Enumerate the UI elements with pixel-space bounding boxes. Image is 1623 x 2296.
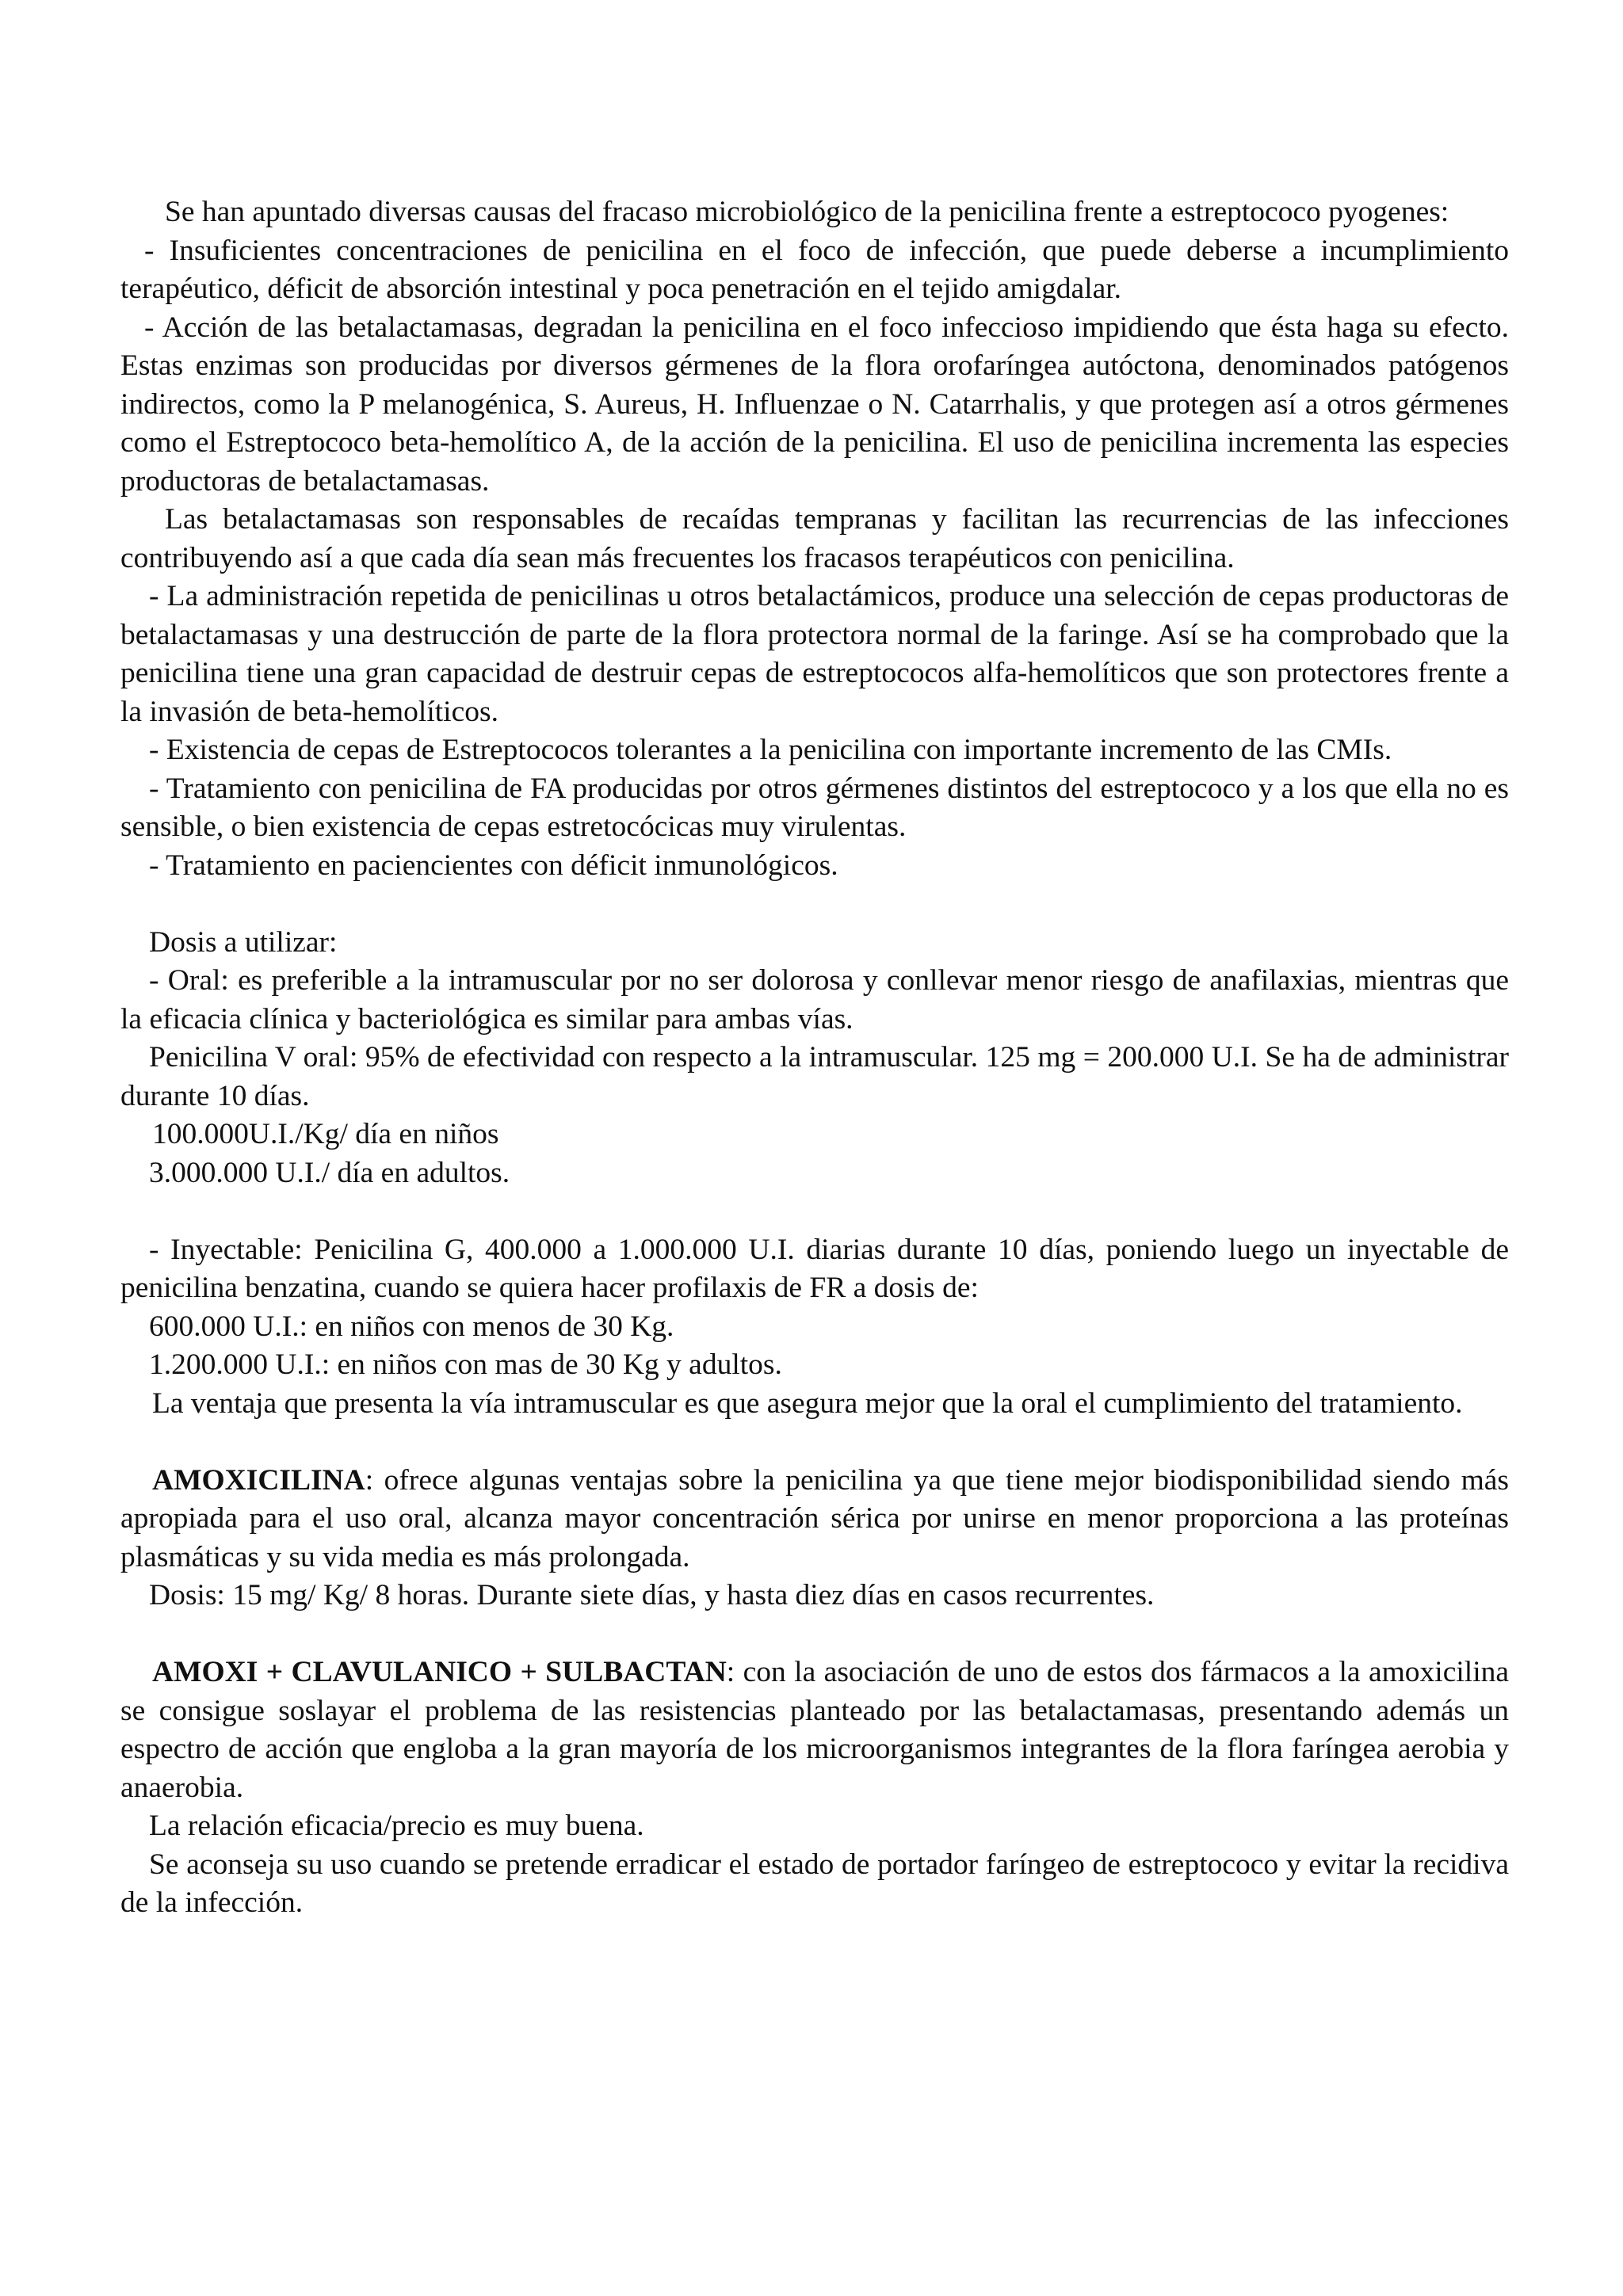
amoxi-clavulanico-text: : con la asociación de uno de estos dos fármacos a la amoxicilina se consigue soslayar el problema de las resistencias planteado por las betalactamasas, presentando además un espectro de acción que engloba a la gran mayoría de los microorganismos integrantes de la flora faríngea aerobia y anaerobia. [120, 1656, 1510, 1804]
paragraph-insufficient-concentrations: - Insuficientes concentraciones de penicilina en el foco de infección, que puede deberse a incumplimiento terapéutico, déficit de absorción intestinal y poca penetración en el tejido amigdalar. [120, 234, 1509, 305]
paragraph-repeated-administration: - La administración repetida de penicilinas u otros betalactámicos, produce una selección de cepas productoras de betalactamasas y una destrucción de parte de la flora protectora normal de la faringe. Así se ha comprobado que la penicilina tiene una gran capacidad de destruir cepas de estreptococos alfa-hemolíticos que son protectores frente a la invasión de beta-hemolíticos. [120, 580, 1509, 728]
paragraph-betalactamases-action: - Acción de las betalactamasas, degradan la penicilina en el foco infeccioso impidiendo que ésta haga su efecto. Estas enzimas son producidas por diversos gérmenes de la flora orofaríngea autóctona, denominados patógenos indirectos, como la P melanogénica, S. Aureus, H. Influenzae o N. Catarrhalis, y que protegen así a otros gérmenes como el Estreptococo beta-hemolítico A, de la acción de la penicilina. El uso de penicilina incrementa las especies productoras de betalactamasas. [120, 311, 1509, 498]
paragraph-other-germs: - Tratamiento con penicilina de FA producidas por otros gérmenes distintos del estreptococo y a los que ella no es sensible, o bien existencia de cepas estretocócicas muy virulentas. [120, 772, 1509, 843]
paragraph-amoxicilina [120, 1462, 1509, 1577]
paragraph-betalactamases-relapses: Las betalactamasas son responsables de recaídas tempranas y facilitan las recurrencias de las infecciones contribuyendo así a que cada día sean más frecuentes los fracasos terapéuticos con penicilina. [120, 503, 1509, 574]
paragraph-spacer [120, 885, 1509, 924]
paragraph-dose-under-30kg: 600.000 U.I.: en niños con menos de 30 Kg. [149, 1310, 674, 1343]
paragraph-amoxi-clavulanico [120, 1653, 1509, 1807]
paragraph-spacer [120, 1423, 1509, 1462]
paragraph-spacer [120, 1615, 1509, 1654]
paragraph-dose-adults: 3.000.000 U.I./ día en adultos. [149, 1156, 510, 1189]
paragraph-tolerant-strains: - Existencia de cepas de Estreptococos tolerantes a la penicilina con importante incremento de las CMIs. [149, 734, 1392, 766]
amoxicilina-text: : ofrece algunas ventajas sobre la penicilina ya que tiene mejor biodisponibilidad siendo más apropiada para el uso oral, alcanza mayor concentración sérica por unirse en menor proporciona a las proteínas plasmáticas y su vida media es más prolongada. [120, 1463, 1509, 1573]
document-page [120, 193, 1509, 1923]
paragraph-oral-route: - Oral: es preferible a la intramuscular por no ser dolorosa y conllevar menor riesgo de anafilaxias, mientras que la eficacia clínica y bacteriológica es similar para ambas vías. [120, 964, 1509, 1035]
amoxi-clavulanico-heading: AMOXI + CLAVULANICO + SULBACTAN [152, 1656, 727, 1688]
paragraph-amoxicilina-dose: Dosis: 15 mg/ Kg/ 8 horas. Durante siete días, y hasta diez días en casos recurrentes. [149, 1579, 1155, 1611]
paragraph-penicillin-v-oral: Penicilina V oral: 95% de efectividad con respecto a la intramuscular. 125 mg = 200.000 U.I. Se ha de administrar durante 10 días. [120, 1041, 1509, 1112]
paragraph-recommendation: Se aconseja su uso cuando se pretende erradicar el estado de portador faríngeo de estreptococo y evitar la recidiva de la infección. [120, 1848, 1509, 1919]
paragraph-spacer [120, 1192, 1509, 1231]
amoxicilina-heading: AMOXICILINA [152, 1463, 365, 1497]
paragraph-injectable-route: - Inyectable: Penicilina G, 400.000 a 1.000.000 U.I. diarias durante 10 días, poniendo luego un inyectable de penicilina benzatina, cuando se quiera hacer profilaxis de FR a dosis de: [120, 1233, 1509, 1304]
paragraph-dosage-heading: Dosis a utilizar: [149, 925, 338, 959]
paragraph-dose-over-30kg: 1.200.000 U.I.: en niños con mas de 30 Kg y adultos. [149, 1348, 782, 1381]
paragraph-immunodeficient-patients: - Tratamiento en paciencientes con déficit inmunológicos. [149, 849, 838, 882]
paragraph-intramuscular-advantage: La ventaja que presenta la vía intramuscular es que asegura mejor que la oral el cumplimiento del tratamiento. [152, 1386, 1463, 1420]
paragraph-efficacy-price: La relación eficacia/precio es muy buena. [149, 1810, 644, 1842]
paragraph-dose-children: 100.000U.I./Kg/ día en niños [152, 1118, 499, 1150]
paragraph-causes-intro: Se han apuntado diversas causas del fracaso microbiológico de la penicilina frente a estreptococo pyogenes: [165, 196, 1449, 228]
